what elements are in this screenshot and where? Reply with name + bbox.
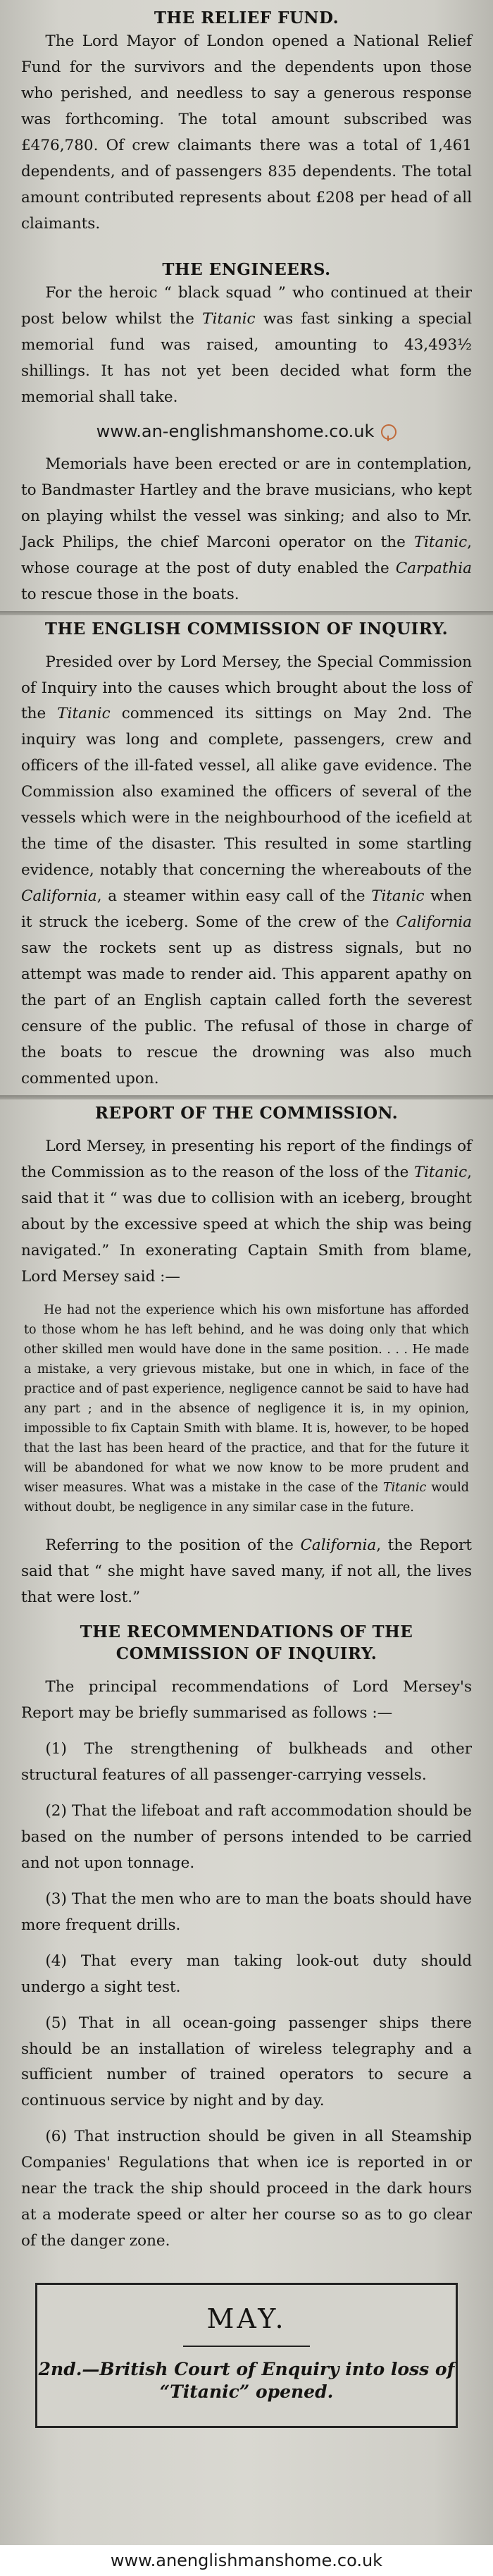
relief-fund-heading: THE RELIEF FUND.: [154, 8, 339, 27]
watermark-bottom: www.anenglishmanshome.co.uk: [0, 2545, 493, 2576]
watermark-top-text: www.an-englishmanshome.co.uk: [96, 421, 375, 441]
recommendations-heading: THE RECOMMENDATIONS OF THE COMMISSION OF INQUIRY.: [80, 1622, 413, 1663]
report-heading: REPORT OF THE COMMISSION.: [94, 1104, 399, 1123]
report-quotation: He had not the experience which his own misfortune has afforded to those whom he has left behind, and he was doing only that which other skilled men would have done in the same position. . . . He made a mistake, a very grievous mistake, but one in which, in face of the practice and of past experience, negligence cannot be said to have had any part ; and in the absence of negligence it is, in my opinion, impossible to fix Captain Smith with blame. It is, however, to be hoped that the last has been heard of the practice, and that for the future it will be abandoned for what we now know to be more prudent and wiser measures. What was a mistake in the case of the Titanic would without doubt, be negligence in any similar case in the future.: [24, 1302, 469, 1515]
engineers-paragraph: For the heroic “ black squad ” who continued at their post below whilst the Titanic was fast sinking a special memorial fund was raised, amounting to 43,493½ shillings. It has not yet been decided what form the memorial shall take.: [21, 283, 472, 406]
calendar-entry: 2nd.—British Court of Enquiry into loss of “Titanic” opened.: [38, 2359, 455, 2402]
recommendation-item: (1) The strengthening of bulkheads and other structural features of all passenger-carrying vessels.: [21, 1739, 472, 1784]
engineers-heading: THE ENGINEERS.: [162, 259, 331, 279]
section-divider: [0, 1095, 493, 1099]
commission-paragraph: Presided over by Lord Mersey, the Special Commission of Inquiry into the causes which brought about the loss of the Titanic commenced its sittings on May 2nd. The inquiry was long and complete, passengers, crew and officers of the ill-fated vessel, all alike gave evidence. The Commission also examined the officers of several of the vessels which were in the neighbourhood of the icefield at the time of the disaster. This resulted in some startling evidence, notably that concerning the whereabouts of the California, a steamer within easy call of the Titanic when it struck the iceberg. Some of the crew of the California saw the rockets sent up as distress signals, but no attempt was made to render aid. This apparent apathy on the part of an English captain called forth the severest censure of the public. The refusal of those in charge of the boats to rescue the drowning was also much commented upon.: [21, 653, 472, 1088]
recommendation-item: (5) That in all ocean-going passenger ships there should be an installation of wireless telegraphy and a sufficient number of trained operators to secure a continuous service by night and by day.: [21, 2014, 472, 2110]
relief-fund-paragraph: The Lord Mayor of London opened a National Relief Fund for the survivors and the dependents upon those who perished, and needless to say a generous response was forthcoming. The total amount subscribed was £476,780. Of crew claimants there was a total of 1,461 dependents, and of passengers 835 dependents. The total amount contributed represents about £208 per head of all claimants.: [21, 32, 472, 233]
recommendation-item: (2) That the lifeboat and raft accommodation should be based on the number of persons intended to be carried and not upon tonnage.: [21, 1801, 472, 1872]
memorials-paragraph: Memorials have been erected or are in contemplation, to Bandmaster Hartley and the brave musicians, who kept on playing whilst the vessel was sinking; and also to Mr. Jack Philips, the chief Marconi operator on the Titanic, whose courage at the post of duty enabled the Carpathia to rescue those in the boats.: [21, 455, 472, 603]
calendar-month: MAY.: [206, 2303, 287, 2335]
section-divider: [0, 611, 493, 615]
pin-icon: [381, 424, 397, 440]
report-paragraph: Lord Mersey, in presenting his report of the findings of the Commission as to the reason of the loss of the Titanic, said that it “ was due to collision with an iceberg, brought about by the excessive speed at which the ship was being navigated.” In exonerating Captain Smith from blame, Lord Mersey said :—: [21, 1138, 472, 1286]
recommendations-intro: The principal recommendations of Lord Mersey's Report may be briefly summarised as follows :—: [21, 1677, 472, 1722]
calendar-divider: [183, 2346, 310, 2347]
recommendation-item: (4) That every man taking look-out duty should undergo a sight test.: [21, 1952, 472, 1996]
recommendation-item: (6) That instruction should be given in all Steamship Companies' Regulations that when ice is reported in or near the track the ship should proceed in the dark hours at a moderate speed or alter her course so as to go clear of the danger zone.: [21, 2128, 472, 2250]
recommendation-item: (3) That the men who are to man the boats should have more frequent drills.: [21, 1890, 472, 1934]
report-california-paragraph: Referring to the position of the California, the Report said that “ she might have saved many, if not all, the lives that were lost.”: [21, 1536, 472, 1606]
calendar-box: [35, 2283, 458, 2428]
commission-heading: THE ENGLISH COMMISSION OF INQUIRY.: [44, 619, 449, 639]
watermark-top: [21, 411, 472, 452]
